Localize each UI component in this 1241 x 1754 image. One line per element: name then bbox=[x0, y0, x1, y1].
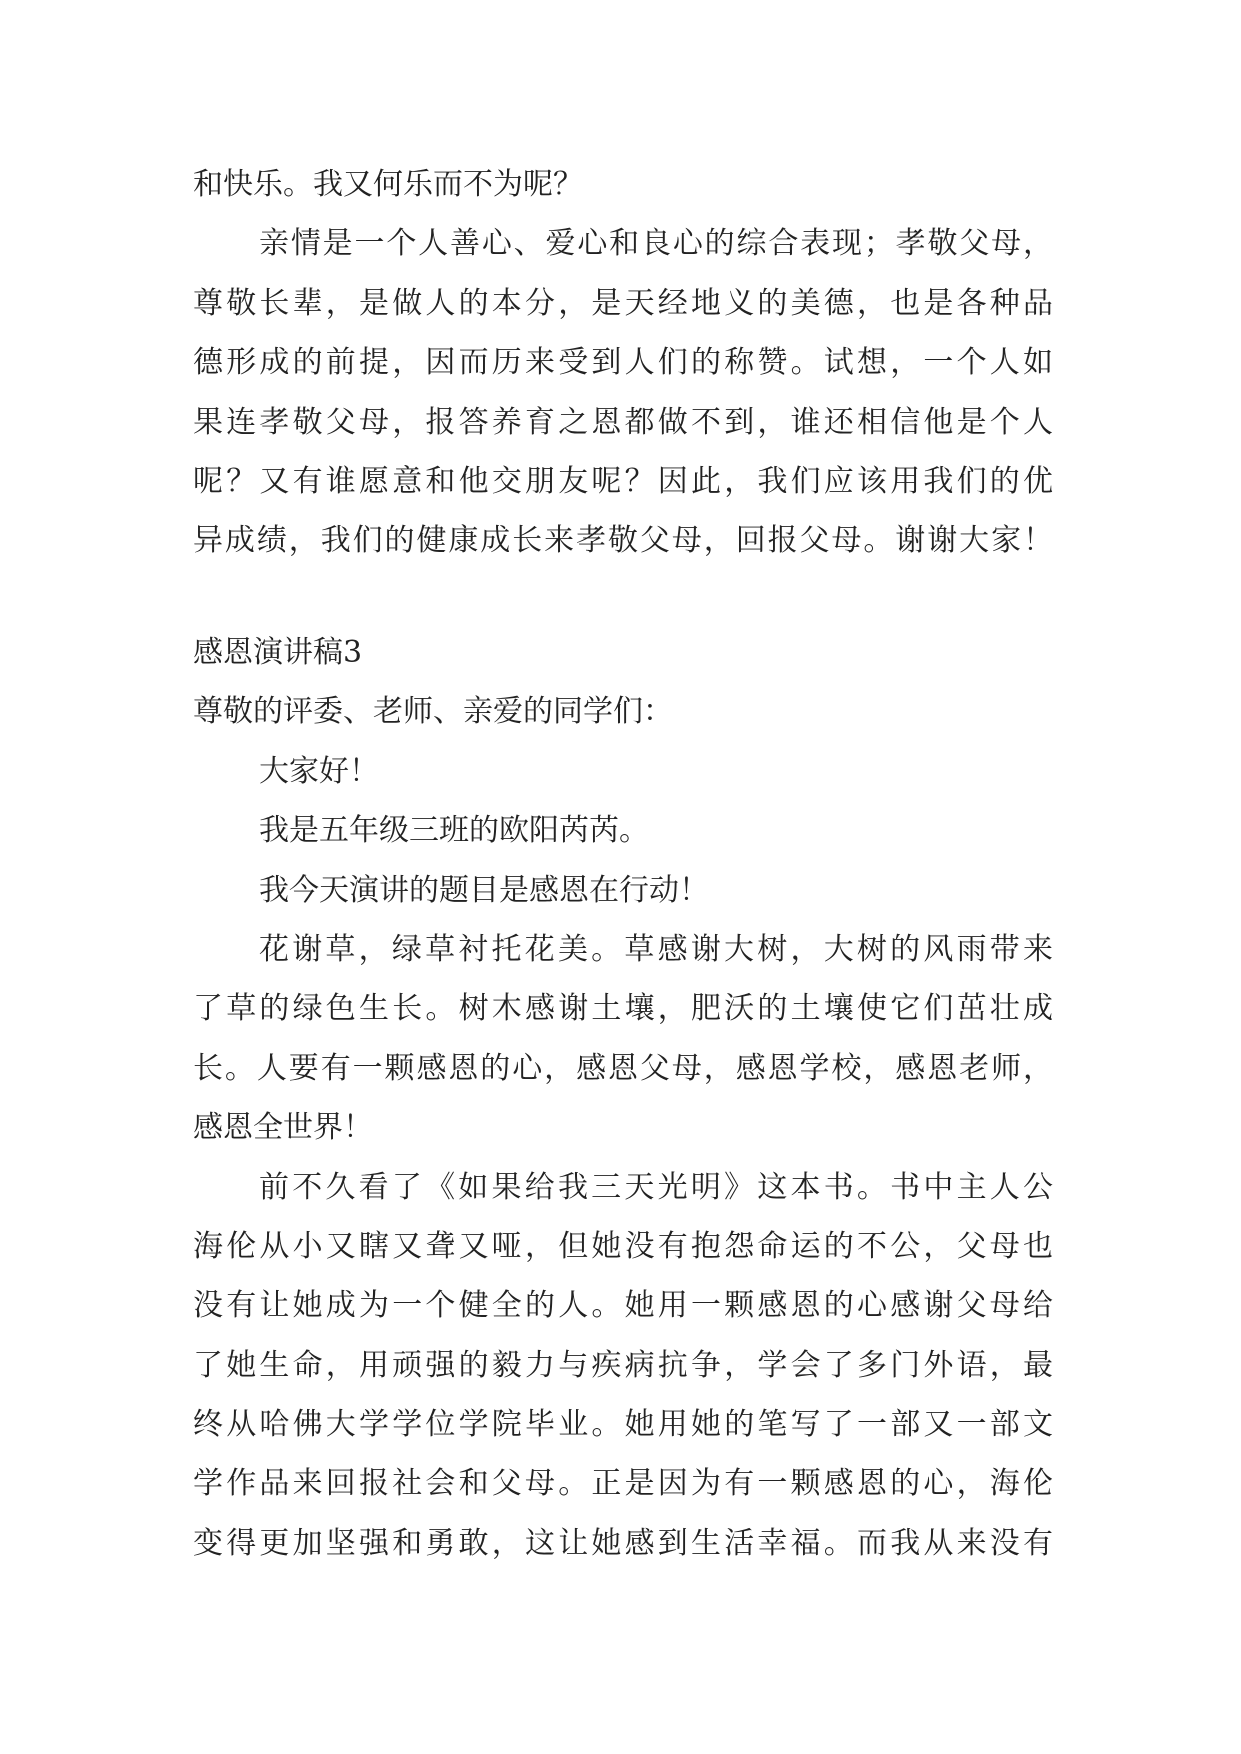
text-line: 了她生命，用顽强的毅力与疾病抗争，学会了多门外语，最 bbox=[193, 1347, 1053, 1383]
text-line: 海伦从小又瞎又聋又哑，但她没有抱怨命运的不公，父母也 bbox=[193, 1228, 1053, 1264]
paragraph bbox=[193, 920, 1053, 1158]
text-line: 变得更加坚强和勇敢，这让她感到生活幸福。而我从来没有 bbox=[193, 1525, 1053, 1561]
salutation: 尊敬的评委、老师、亲爱的同学们： bbox=[193, 694, 673, 730]
text-line: 呢？又有谁愿意和他交朋友呢？因此，我们应该用我们的优 bbox=[193, 463, 1053, 499]
text-line: 亲情是一个人善心、爱心和良心的综合表现；孝敬父母， bbox=[259, 226, 1053, 262]
text-line: 学作品来回报社会和父母。正是因为有一颗感恩的心，海伦 bbox=[193, 1466, 1053, 1502]
paragraph bbox=[193, 214, 1053, 570]
speech-section bbox=[193, 623, 1053, 1573]
greeting: 大家好！ bbox=[259, 753, 379, 789]
text-line: 终从哈佛大学学位学院毕业。她用她的笔写了一部又一部文 bbox=[193, 1407, 1053, 1443]
text-line: 长。人要有一颗感恩的心，感恩父母，感恩学校，感恩老师， bbox=[193, 1050, 1053, 1086]
text-line: 异成绩，我们的健康成长来孝敬父母，回报父母。谢谢大家！ bbox=[193, 523, 1053, 559]
text-line: 感恩全世界！ bbox=[193, 1110, 373, 1146]
text-line: 花谢草，绿草衬托花美。草感谢大树，大树的风雨带来 bbox=[259, 931, 1053, 967]
text-line: 德形成的前提，因而历来受到人们的称赞。试想，一个人如 bbox=[193, 345, 1053, 381]
text-line: 了草的绿色生长。树木感谢土壤，肥沃的土壤使它们茁壮成 bbox=[193, 991, 1053, 1027]
continued-text-section bbox=[193, 155, 1053, 571]
speech-topic: 我今天演讲的题目是感恩在行动！ bbox=[259, 872, 709, 908]
text-line: 果连孝敬父母，报答养育之恩都做不到，谁还相信他是个人 bbox=[193, 404, 1053, 440]
text-line: 尊敬长辈，是做人的本分，是天经地义的美德，也是各种品 bbox=[193, 285, 1053, 321]
section-title: 感恩演讲稿3 bbox=[193, 635, 363, 670]
closing-line: 和快乐。我又何乐而不为呢？ bbox=[193, 167, 583, 202]
self-intro: 我是五年级三班的欧阳芮芮。 bbox=[259, 813, 649, 849]
text-line: 没有让她成为一个健全的人。她用一颗感恩的心感谢父母给 bbox=[193, 1288, 1053, 1324]
text-line: 前不久看了《如果给我三天光明》这本书。书中主人公 bbox=[259, 1169, 1053, 1205]
paragraph bbox=[193, 1158, 1053, 1574]
